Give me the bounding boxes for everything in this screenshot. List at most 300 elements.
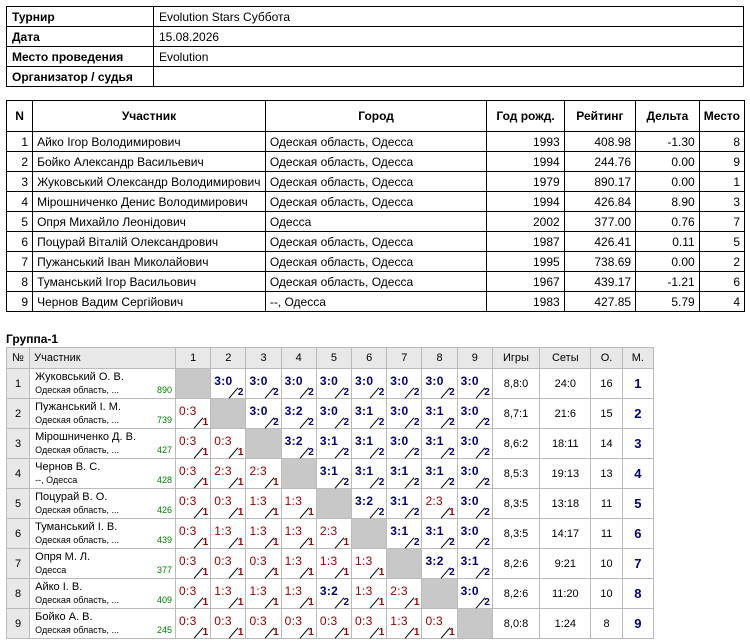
group-sets: 24:0 [540, 369, 591, 399]
participant-row [7, 292, 745, 312]
group-header [7, 348, 654, 369]
group-row-number: 8 [7, 579, 30, 609]
match-points: 1 [378, 567, 385, 578]
match-score: 3:2 [284, 404, 303, 418]
group-player-cell [30, 369, 176, 399]
match-score: 0:3 [179, 434, 197, 448]
group-col-opponent: 8 [422, 348, 457, 369]
participant-cell: 1983 [487, 292, 564, 312]
group-result-cell [176, 579, 211, 609]
group-result-cell [387, 369, 422, 399]
match-score: 1:3 [319, 554, 338, 568]
participant-cell: 439.17 [564, 272, 635, 292]
group-player-cell [30, 609, 176, 639]
group-games: 8,3:5 [492, 489, 539, 519]
match-score: 2:3 [390, 584, 408, 598]
participant-cell: Одеская область, Одесса [265, 132, 487, 152]
group-col-place: М. [622, 348, 653, 369]
participant-cell: 5 [699, 232, 744, 252]
match-points: 1 [237, 567, 244, 578]
match-points: 1 [343, 627, 350, 638]
participant-cell: 1995 [487, 252, 564, 272]
group-result-cell [387, 579, 422, 609]
group-player-name: Мірошниченко Д. В. [35, 431, 137, 443]
participant-cell: Одесса [265, 212, 487, 232]
participant-cell: 2002 [487, 212, 564, 232]
group-self-cell [457, 609, 492, 639]
match-score: 0:3 [214, 614, 232, 628]
match-points: 2 [484, 507, 490, 518]
group-result-cell [316, 429, 351, 459]
group-row-number: 9 [7, 609, 30, 639]
info-value: 15.08.2026 [154, 27, 744, 47]
tournament-info-body [7, 7, 744, 87]
group-result-cell [457, 579, 492, 609]
group-col-opponent: 7 [387, 348, 422, 369]
match-points: 1 [273, 477, 279, 488]
group-games: 8,7:1 [492, 399, 539, 429]
participant-cell: 1994 [487, 192, 564, 212]
participant-cell: Опря Михайло Леонідович [33, 212, 266, 232]
match-points: 2 [343, 447, 350, 458]
participant-cell: Жуковський Олександр Володимирович [33, 172, 266, 192]
group-row [7, 429, 654, 459]
match-points: 2 [378, 417, 385, 428]
match-points: 1 [413, 627, 420, 638]
group-result-cell [281, 579, 316, 609]
info-label: Турнир [7, 7, 154, 27]
group-player-city: Одеская область, ... [35, 595, 120, 605]
group-result-cell [352, 399, 387, 429]
group-place: 8 [622, 579, 653, 609]
participant-cell: 1 [7, 132, 33, 152]
group-self-cell [176, 369, 211, 399]
match-points: 2 [343, 387, 350, 398]
participant-row [7, 212, 745, 232]
group-body [7, 369, 654, 639]
group-result-cell [422, 399, 457, 429]
group-points: 11 [591, 489, 622, 519]
group-row [7, 399, 654, 429]
group-player-name: Айко І. В. [35, 581, 83, 593]
participant-cell: 1 [699, 172, 744, 192]
match-score: 3:0 [460, 374, 479, 388]
group-sets: 21:6 [540, 399, 591, 429]
group-col-opponent: 2 [211, 348, 246, 369]
group-player-name: Бойко А. В. [35, 611, 93, 623]
group-place: 2 [622, 399, 653, 429]
participant-cell: 8 [7, 272, 33, 292]
group-games: 8,6:2 [492, 429, 539, 459]
group-row-number: 7 [7, 549, 30, 579]
participant-cell: 0.76 [636, 212, 700, 232]
group-player-rating: 409 [157, 595, 173, 605]
match-points: 1 [237, 597, 244, 608]
participant-cell: 0.00 [636, 152, 700, 172]
group-col-opponent: 6 [352, 348, 387, 369]
group-result-cell [246, 399, 281, 429]
match-points: 2 [237, 387, 244, 398]
match-points: 1 [273, 507, 279, 518]
group-result-cell [176, 399, 211, 429]
group-result-cell [246, 609, 281, 639]
group-player-city: Одеская область, ... [35, 385, 120, 395]
participant-row [7, 232, 745, 252]
participant-cell: 377.00 [564, 212, 635, 232]
match-points: 2 [343, 597, 350, 608]
participant-cell: Одеская область, Одесса [265, 152, 487, 172]
group-result-cell [211, 579, 246, 609]
group-games: 8,2:6 [492, 579, 539, 609]
match-points: 2 [449, 387, 455, 398]
match-points: 1 [202, 477, 209, 488]
match-points: 2 [449, 447, 455, 458]
match-score: 1:3 [355, 554, 373, 568]
participant-cell: 426.41 [564, 232, 635, 252]
group-result-cell [457, 399, 492, 429]
match-points: 1 [202, 417, 209, 428]
match-points: 1 [202, 537, 209, 548]
group-self-cell [246, 429, 281, 459]
group-place: 4 [622, 459, 653, 489]
info-row [7, 47, 744, 67]
participant-row [7, 152, 745, 172]
group-result-cell [246, 459, 281, 489]
group-row [7, 369, 654, 399]
group-player-cell [30, 579, 176, 609]
group-row-number: 5 [7, 489, 30, 519]
match-score: 1:3 [284, 524, 303, 538]
participants-col-header: Дельта [636, 101, 700, 132]
group-player-rating: 739 [157, 415, 173, 425]
group-place: 6 [622, 519, 653, 549]
match-points: 1 [413, 597, 420, 608]
info-row [7, 27, 744, 47]
info-value: Evolution [154, 47, 744, 67]
match-score: 2:3 [214, 464, 232, 478]
participant-cell: 408.98 [564, 132, 635, 152]
match-score: 0:3 [179, 494, 197, 508]
match-score: 1:3 [249, 584, 268, 598]
group-col-opponent: 4 [281, 348, 316, 369]
group-result-cell [211, 549, 246, 579]
match-score: 3:1 [390, 464, 409, 478]
group-result-cell [387, 609, 422, 639]
match-score: 3:2 [425, 554, 444, 568]
participant-cell: Одеская область, Одесса [265, 272, 487, 292]
match-score: 3:0 [460, 464, 479, 478]
match-score: 1:3 [390, 614, 408, 628]
match-points: 2 [449, 477, 455, 488]
group-points: 13 [591, 459, 622, 489]
group-result-cell [176, 429, 211, 459]
group-result-cell [176, 609, 211, 639]
match-score: 0:3 [179, 464, 197, 478]
participants-header [7, 101, 745, 132]
group-player-name: Жуковський О. В. [35, 371, 124, 383]
match-score: 1:3 [249, 494, 268, 508]
participant-cell: 8 [699, 132, 744, 152]
group-games: 8,2:6 [492, 549, 539, 579]
participant-cell: Пужанський Іван Миколайович [33, 252, 266, 272]
group-result-cell [457, 429, 492, 459]
group-result-cell [352, 459, 387, 489]
match-points: 1 [237, 537, 244, 548]
group-result-cell [352, 609, 387, 639]
group-points: 8 [591, 609, 622, 639]
group-points: 11 [591, 519, 622, 549]
match-points: 1 [273, 597, 279, 608]
group-self-cell [387, 549, 422, 579]
group-result-cell [281, 489, 316, 519]
match-points: 1 [237, 627, 244, 638]
group-place: 3 [622, 429, 653, 459]
match-score: 3:0 [390, 374, 409, 388]
group-result-cell [246, 519, 281, 549]
match-score: 3:0 [214, 374, 233, 388]
group-result-cell [176, 459, 211, 489]
match-score: 2:3 [425, 494, 444, 508]
match-score: 3:1 [425, 464, 444, 478]
group-player-rating: 427 [157, 445, 173, 455]
group-player-cell [30, 549, 176, 579]
group-result-cell [281, 549, 316, 579]
group-result-cell [457, 489, 492, 519]
group-result-cell [246, 549, 281, 579]
participants-col-header: Город [265, 101, 487, 132]
participant-cell: Мірошниченко Денис Володимирович [33, 192, 266, 212]
group-player-city: --, Одесса [35, 475, 78, 485]
participant-cell: 0.11 [636, 232, 700, 252]
match-points: 2 [413, 447, 420, 458]
group-result-cell [387, 399, 422, 429]
group-player-rating: 439 [157, 535, 173, 545]
group-result-cell [422, 429, 457, 459]
group-player-rating: 428 [157, 475, 173, 485]
match-score: 3:0 [460, 494, 479, 508]
participant-cell: Одеская область, Одесса [265, 192, 487, 212]
match-points: 1 [202, 567, 209, 578]
match-score: 0:3 [284, 614, 303, 628]
match-points: 2 [378, 477, 385, 488]
match-points: 2 [378, 447, 385, 458]
group-result-cell [281, 369, 316, 399]
match-score: 3:1 [355, 434, 374, 448]
match-score: 0:3 [214, 494, 232, 508]
group-self-cell [352, 519, 387, 549]
info-label: Дата [7, 27, 154, 47]
match-score: 0:3 [179, 584, 197, 598]
match-points: 2 [484, 447, 490, 458]
participant-cell: Бойко Александр Васильевич [33, 152, 266, 172]
participant-cell: 4 [7, 192, 33, 212]
participant-cell: 1994 [487, 152, 564, 172]
participants-body [7, 132, 745, 312]
match-points: 1 [273, 567, 279, 578]
match-score: 1:3 [284, 494, 303, 508]
group-result-cell [422, 489, 457, 519]
match-score: 0:3 [179, 404, 197, 418]
group-self-cell [316, 489, 351, 519]
group-player-name: Чернов В. С. [35, 461, 101, 473]
group-result-cell [352, 369, 387, 399]
group-col-sets: Сеты [540, 348, 591, 369]
participant-cell: 426.84 [564, 192, 635, 212]
match-points: 1 [202, 447, 209, 458]
group-player-cell [30, 399, 176, 429]
participant-cell: 1987 [487, 232, 564, 252]
match-points: 2 [484, 387, 490, 398]
participant-cell: Одеская область, Одесса [265, 252, 487, 272]
match-score: 3:0 [425, 374, 444, 388]
tournament-info-table [6, 6, 744, 87]
group-row [7, 519, 654, 549]
participant-cell: 3 [699, 192, 744, 212]
group-result-cell [246, 579, 281, 609]
match-points: 1 [308, 567, 314, 578]
participant-cell: 1979 [487, 172, 564, 192]
participant-cell: 1967 [487, 272, 564, 292]
match-score: 3:1 [425, 524, 444, 538]
group-col-no: № [7, 348, 30, 369]
match-score: 3:0 [460, 404, 479, 418]
match-points: 1 [202, 597, 209, 608]
group-col-opponent: 9 [457, 348, 492, 369]
match-points: 2 [273, 417, 279, 428]
match-points: 1 [237, 477, 244, 488]
group-sets: 9:21 [540, 549, 591, 579]
match-score: 3:1 [425, 434, 444, 448]
participant-row [7, 132, 745, 152]
group-result-cell [422, 609, 457, 639]
match-score: 3:2 [355, 494, 374, 508]
match-points: 1 [273, 537, 279, 548]
participant-cell: Чернов Вадим Сергійович [33, 292, 266, 312]
group-result-cell [387, 489, 422, 519]
match-points: 2 [449, 537, 455, 548]
group-player-cell [30, 429, 176, 459]
participant-cell: 0.00 [636, 172, 700, 192]
group-points: 15 [591, 399, 622, 429]
group-col-games: Игры [492, 348, 539, 369]
group-result-cell [387, 429, 422, 459]
participant-cell: 427.85 [564, 292, 635, 312]
group-result-cell [422, 459, 457, 489]
group-player-rating: 245 [157, 625, 173, 635]
participant-row [7, 272, 745, 292]
participant-cell: 6 [7, 232, 33, 252]
group-sets: 18:11 [540, 429, 591, 459]
group-row-number: 2 [7, 399, 30, 429]
participants-col-header: Рейтинг [564, 101, 635, 132]
group-result-cell [352, 429, 387, 459]
participant-cell: 7 [7, 252, 33, 272]
participant-cell: 6 [699, 272, 744, 292]
participant-cell: Одеская область, Одесса [265, 232, 487, 252]
group-player-cell [30, 459, 176, 489]
group-sets: 11:20 [540, 579, 591, 609]
group-place: 7 [622, 549, 653, 579]
match-points: 1 [378, 597, 385, 608]
group-player-city: Одесса [35, 565, 67, 575]
group-result-cell [246, 489, 281, 519]
group-player-name: Туманський І. В. [35, 521, 118, 533]
match-points: 2 [413, 537, 420, 548]
group-result-cell [316, 579, 351, 609]
group-result-cell [176, 549, 211, 579]
match-score: 3:0 [249, 404, 268, 418]
participant-cell: 1993 [487, 132, 564, 152]
group-crosstable [6, 347, 654, 639]
participant-cell: -1.21 [636, 272, 700, 292]
group-row-number: 1 [7, 369, 30, 399]
group-player-city: Одеская область, ... [35, 415, 120, 425]
group-place: 1 [622, 369, 653, 399]
group-self-cell [281, 459, 316, 489]
group-row [7, 549, 654, 579]
match-points: 1 [308, 597, 314, 608]
group-result-cell [211, 519, 246, 549]
match-points: 2 [378, 387, 385, 398]
participant-row [7, 172, 745, 192]
participant-cell: Поцурай Віталій Олександрович [33, 232, 266, 252]
group-title: Группа-1 [6, 332, 59, 346]
info-label: Место проведения [7, 47, 154, 67]
match-points: 2 [484, 597, 490, 608]
group-result-cell [246, 369, 281, 399]
match-points: 1 [237, 447, 244, 458]
match-points: 2 [378, 507, 385, 518]
match-points: 1 [237, 507, 244, 518]
group-place: 9 [622, 609, 653, 639]
group-row [7, 609, 654, 639]
group-sets: 19:13 [540, 459, 591, 489]
participant-cell: 8.90 [636, 192, 700, 212]
match-points: 1 [308, 627, 314, 638]
group-result-cell [422, 549, 457, 579]
group-result-cell [316, 369, 351, 399]
match-points: 1 [308, 537, 314, 548]
info-value [154, 67, 744, 87]
match-score: 3:2 [319, 584, 339, 598]
match-score: 3:0 [355, 374, 374, 388]
group-points: 10 [591, 549, 622, 579]
match-score: 1:3 [214, 524, 232, 538]
participants-col-header: N [7, 101, 33, 132]
group-player-city: Одеская область, ... [35, 625, 120, 635]
group-col-pts: О. [591, 348, 622, 369]
match-points: 2 [308, 447, 314, 458]
match-score: 3:0 [390, 404, 409, 418]
group-result-cell [352, 579, 387, 609]
match-points: 2 [343, 477, 350, 488]
group-games: 8,3:5 [492, 519, 539, 549]
match-score: 0:3 [179, 524, 197, 538]
group-result-cell [422, 369, 457, 399]
group-row [7, 579, 654, 609]
match-points: 2 [308, 417, 314, 428]
match-points: 2 [449, 567, 455, 578]
group-sets: 14:17 [540, 519, 591, 549]
group-result-cell [211, 489, 246, 519]
match-score: 3:1 [425, 404, 444, 418]
match-score: 3:0 [319, 404, 339, 418]
group-player-rating: 890 [157, 385, 173, 395]
participant-cell: 0.00 [636, 252, 700, 272]
group-result-cell [457, 459, 492, 489]
match-points: 2 [484, 567, 490, 578]
match-score: 1:3 [284, 554, 303, 568]
